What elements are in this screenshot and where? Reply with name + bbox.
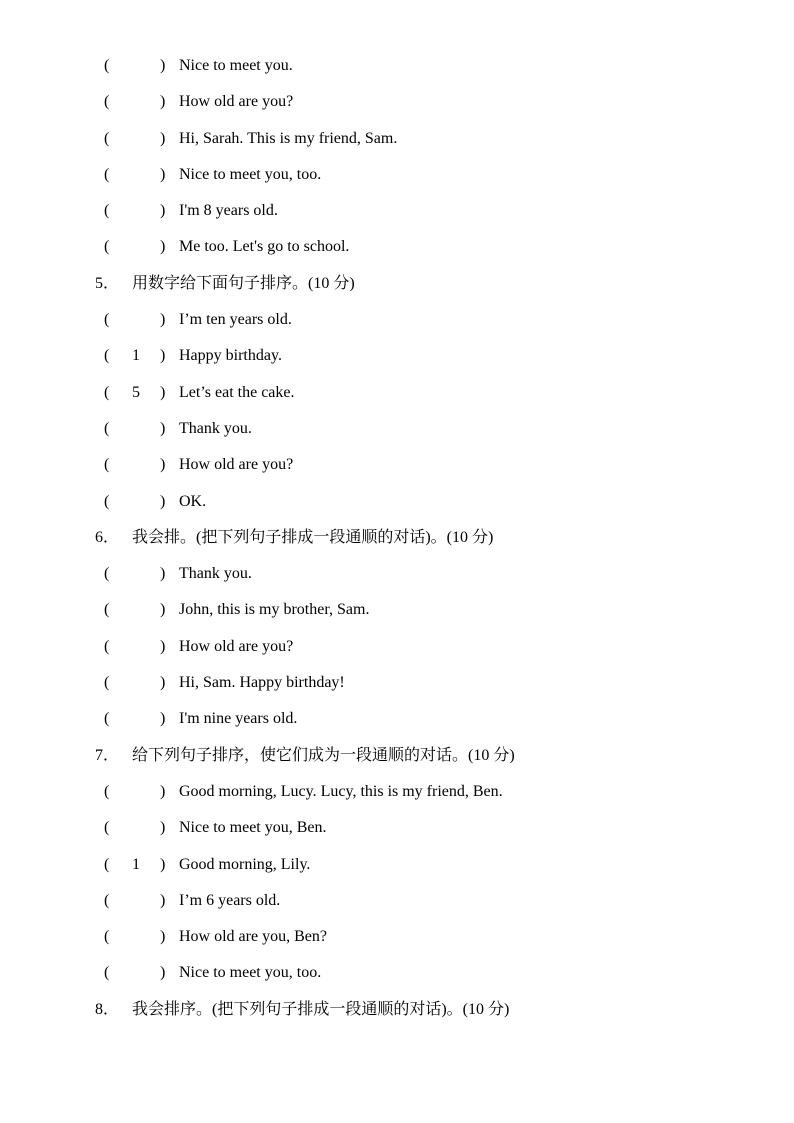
answer-open-paren: ( (104, 57, 110, 74)
answer-close-paren: ) (160, 674, 166, 692)
ordering-item (0, 629, 794, 665)
question-instruction: 用数字给下面句子排序。(10 分) (132, 274, 355, 292)
answer-close-paren: ) (160, 855, 166, 873)
question-number: 5． (95, 274, 120, 292)
ordering-item (0, 484, 794, 520)
ordering-item (0, 157, 794, 193)
answer-open-paren: ( (104, 165, 110, 183)
sentence-text: Nice to meet you, Ben. (179, 819, 327, 837)
sentence-text: I’m 6 years old. (179, 891, 281, 909)
sentence-text: Thank you. (179, 565, 252, 583)
ordering-item (0, 121, 794, 157)
answer-open-paren: ( (104, 202, 110, 220)
answer-open-paren: ( (104, 782, 110, 800)
ordering-item (0, 193, 794, 229)
answer-close-paren: ) (160, 347, 166, 365)
answer-open-paren: ( (104, 891, 110, 909)
ordering-item (0, 955, 794, 991)
answer-open-paren: ( (104, 637, 110, 655)
sentence-text: OK. (179, 492, 207, 510)
question-heading (0, 738, 794, 774)
ordering-item (0, 338, 794, 374)
question-heading (0, 520, 794, 556)
sentence-text: Good morning, Lily. (179, 855, 311, 873)
answer-close-paren: ) (160, 57, 166, 74)
answer-open-paren: ( (104, 964, 110, 982)
answer-close-paren: ) (160, 165, 166, 183)
question-instruction: 我会排。(把下列句子排成一段通顺的对话)。(10 分) (132, 528, 494, 546)
sentence-text: Me too. Let's go to school. (179, 238, 350, 256)
answer-open-paren: ( (104, 383, 110, 401)
answer-blank[interactable]: 1 (132, 347, 140, 365)
answer-close-paren: ) (160, 819, 166, 837)
answer-open-paren: ( (104, 93, 110, 111)
answer-close-paren: ) (160, 710, 166, 728)
question-instruction: 给下列句子排序，使它们成为一段通顺的对话。(10 分) (132, 746, 515, 764)
answer-close-paren: ) (160, 311, 166, 329)
sentence-text: Let’s eat the cake. (179, 383, 295, 401)
sentence-text: Nice to meet you, too. (179, 964, 322, 982)
answer-close-paren: ) (160, 601, 166, 619)
question-number: 7． (95, 746, 120, 764)
ordering-item (0, 447, 794, 483)
answer-open-paren: ( (104, 928, 110, 946)
sentence-text: How old are you, Ben? (179, 928, 327, 946)
sentence-text: How old are you? (179, 456, 294, 474)
ordering-item (0, 84, 794, 120)
answer-close-paren: ) (160, 93, 166, 111)
sentence-text: How old are you? (179, 637, 294, 655)
answer-close-paren: ) (160, 129, 166, 147)
ordering-item (0, 302, 794, 338)
sentence-text: Nice to meet you, too. (179, 165, 322, 183)
sentence-text: I’m ten years old. (179, 311, 292, 329)
sentence-text: I'm 8 years old. (179, 202, 278, 220)
answer-open-paren: ( (104, 347, 110, 365)
answer-close-paren: ) (160, 637, 166, 655)
ordering-item (0, 665, 794, 701)
answer-close-paren: ) (160, 383, 166, 401)
ordering-item (0, 411, 794, 447)
sentence-text: Thank you. (179, 419, 252, 437)
answer-close-paren: ) (160, 238, 166, 256)
sentence-text: Good morning, Lucy. Lucy, this is my friend, Ben. (179, 782, 503, 800)
answer-open-paren: ( (104, 710, 110, 728)
answer-open-paren: ( (104, 819, 110, 837)
ordering-item (0, 919, 794, 955)
question-number: 6． (95, 528, 120, 546)
answer-close-paren: ) (160, 928, 166, 946)
sentence-text: I'm nine years old. (179, 710, 298, 728)
ordering-item (0, 883, 794, 919)
ordering-item (0, 48, 794, 84)
sentence-text: Hi, Sam. Happy birthday! (179, 674, 345, 692)
sentence-text: Hi, Sarah. This is my friend, Sam. (179, 129, 398, 147)
answer-close-paren: ) (160, 202, 166, 220)
answer-close-paren: ) (160, 565, 166, 583)
question-heading (0, 266, 794, 302)
worksheet-page (0, 48, 794, 1028)
ordering-item (0, 229, 794, 265)
answer-blank[interactable]: 1 (132, 855, 140, 873)
ordering-item (0, 592, 794, 628)
sentence-text: John, this is my brother, Sam. (179, 601, 370, 619)
question-instruction: 我会排序。(把下列句子排成一段通顺的对话)。(10 分) (132, 1000, 510, 1018)
answer-close-paren: ) (160, 891, 166, 909)
ordering-item (0, 810, 794, 846)
sentence-text: How old are you? (179, 93, 294, 111)
ordering-item (0, 774, 794, 810)
ordering-item (0, 375, 794, 411)
answer-open-paren: ( (104, 129, 110, 147)
answer-open-paren: ( (104, 674, 110, 692)
answer-open-paren: ( (104, 456, 110, 474)
answer-blank[interactable]: 5 (132, 383, 140, 401)
answer-close-paren: ) (160, 964, 166, 982)
answer-open-paren: ( (104, 419, 110, 437)
answer-open-paren: ( (104, 565, 110, 583)
answer-open-paren: ( (104, 601, 110, 619)
answer-close-paren: ) (160, 419, 166, 437)
answer-open-paren: ( (104, 492, 110, 510)
answer-open-paren: ( (104, 311, 110, 329)
ordering-item (0, 701, 794, 737)
question-number: 8． (95, 1000, 120, 1018)
sentence-text: Nice to meet you. (179, 57, 293, 74)
sentence-text: Happy birthday. (179, 347, 282, 365)
answer-close-paren: ) (160, 456, 166, 474)
answer-close-paren: ) (160, 782, 166, 800)
ordering-item (0, 847, 794, 883)
answer-open-paren: ( (104, 238, 110, 256)
answer-close-paren: ) (160, 492, 166, 510)
ordering-item (0, 556, 794, 592)
question-heading (0, 992, 794, 1028)
answer-open-paren: ( (104, 855, 110, 873)
